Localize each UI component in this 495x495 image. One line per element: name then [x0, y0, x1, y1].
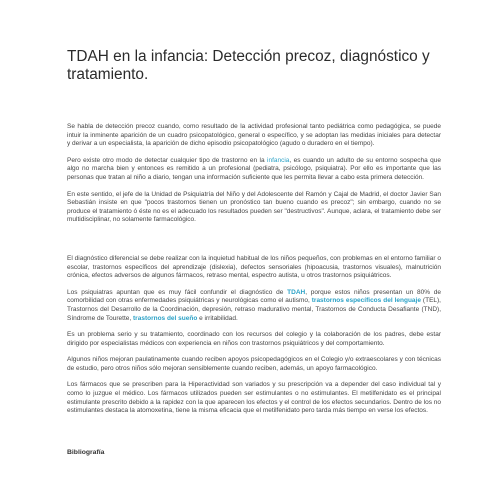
- paragraph-apoyos: Algunos niños mejoran paulatinamente cuando reciben apoyos psicopedagógicos en el Colegio y/o extraescolares y con técnicas de estudio, pero otros niños sólo mejoran sensiblemente cuando reciben, además, un apoyo farmacológico.: [67, 356, 441, 372]
- paragraph-text: (TEL), Trastornos del Desarrollo de la Coordinación, depresión, retraso madurativo mental, Trastornos de Conducta Desafiante (TND), Síndrome de Tourette,: [67, 297, 441, 322]
- paragraph-problema-serio: Es un problema serio y su tratamiento, coordinado con los recursos del colegio y la colaboración de los padres, debe estar dirigido por especialistas médicos con experiencia en niños con trastornos psiquiátricos y del comportamiento.: [67, 331, 441, 347]
- paragraph-text: Los psiquiatras apuntan que es muy fácil confundir el diagnóstico de: [67, 288, 288, 296]
- link-infancia[interactable]: infancia: [267, 156, 290, 164]
- paragraph-text: , porque estos niños presentan un 80% de comorbilidad con otras enfermedades psiquiátricas y neurológicas como el autismo,: [67, 288, 441, 305]
- link-trastornos-lenguaje[interactable]: trastornos específicos del lenguaje: [311, 297, 421, 305]
- paragraph-text: , es cuando un adulto de su entorno sospecha que algo no marcha bien y entonces es remitido a un profesional (pediatra, psicólogo, psiquiatra). Por ello es importante que las personas que tratan al niño a diario, tengan una información suficiente que les permita llevar a cabo esta primera detección.: [67, 156, 441, 181]
- paragraph-psiquiatras: [67, 289, 441, 323]
- paragraph-text: e irritabilidad.: [197, 314, 238, 322]
- paragraph-farmacos: Los fármacos que se prescriben para la Hiperactividad son variados y su prescripción va a depender del caso individual tal y como lo juzgue el médico. Los fármacos utilizados pueden ser estimulantes o no estimulantes. El metilfenidato es el principal estimulante prescrito debido a la rapidez con la que aparecen los efectos y el control de los efectos secundarios. Dentro de los no estimulantes destaca la atomoxetina, tiene la misma eficacia que el metilfenidato pero tarda más tiempo en verse los efectos.: [67, 381, 441, 415]
- paragraph-deteccion-precoz: Se habla de detección precoz cuando, como resultado de la actividad profesional tanto pediátrica como pedagógica, se puede intuir la inminente aparición de un cuadro psicopatológico, general o específico, y se adoptan las medidas iniciales para detectar y derivar a un especialista, la aparición de dicho episodio psicopatológico (agudo o duradero en el tiempo).: [67, 123, 441, 148]
- bibliography-heading: Bibliografía: [67, 448, 105, 456]
- page-title: TDAH en la infancia: Detección precoz, diagnóstico y tratamiento.: [67, 48, 430, 83]
- link-trastornos-sueno[interactable]: trastornos del sueño: [133, 314, 198, 322]
- paragraph-jefe-unidad: En este sentido, el jefe de la Unidad de Psiquiatría del Niño y del Adolescente del Ramón y Cajal de Madrid, el doctor Javier San Sebastián insiste en que "pocos trastornos tienen un pronóstico tan bueno cuando es precoz"; sin embargo, cuando no se produce el tratamiento ó éste no es el adecuado los resultados pueden ser "destructivos". Aunque, aclara, el tratamiento debe ser multidisciplinar, no solamente farmacológico.: [67, 190, 441, 224]
- link-tdah[interactable]: TDAH: [287, 288, 306, 296]
- paragraph-diagnostico-diferencial: El diagnóstico diferencial se debe realizar con la inquietud habitual de los niños pequeños, con problemas en el entorno familiar o escolar, trastornos específicos del aprendizaje (dislexia), defectos sensoriales (hipoacusia, trastornos visuales), malnutrición crónica, efectos adversos de algunos fármacos, retraso mental, espectro autista, u otros trastornos psiquiátricos.: [67, 254, 441, 280]
- paragraph-text: Pero existe otro modo de detectar cualquier tipo de trastorno en la: [67, 156, 268, 164]
- paragraph-otro-modo: [67, 157, 441, 183]
